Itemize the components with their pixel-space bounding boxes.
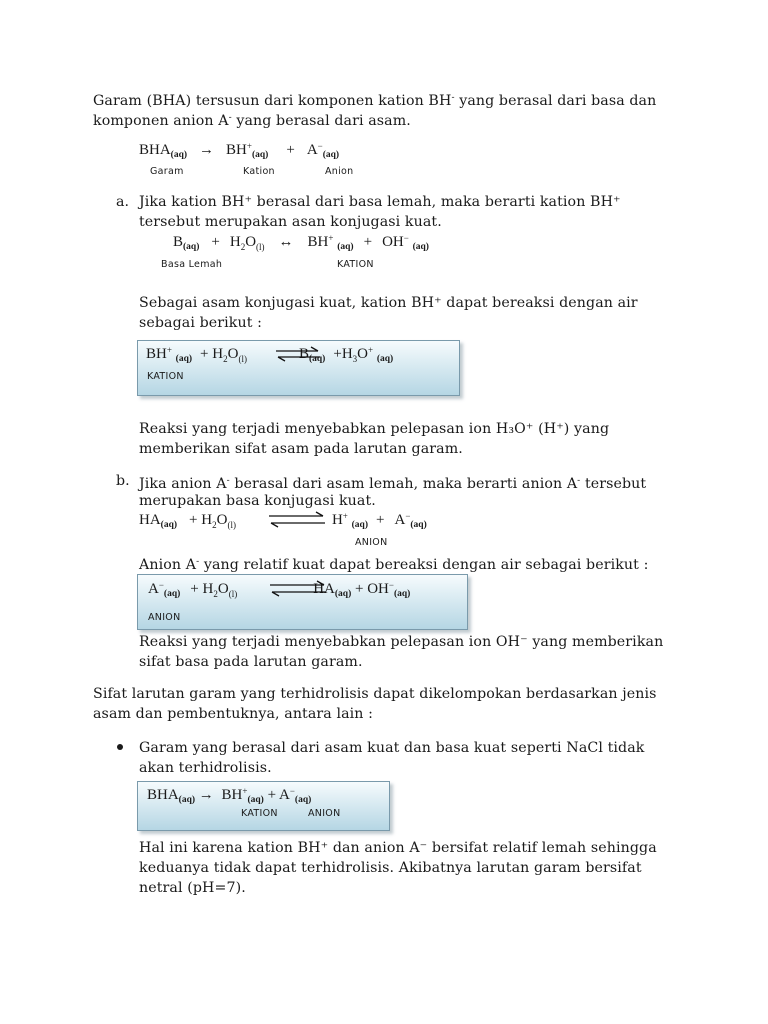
item-a-marker: a. (116, 194, 130, 210)
label-anion-b: ANION (355, 537, 388, 548)
summary-line-2: asam dan pembentuknya, antara lain : (93, 706, 374, 722)
label-garam: Garam (150, 166, 184, 177)
item-b-text-1: Anion A- yang relatif kuat dapat bereaksi dengan air sebagai berikut : (139, 557, 649, 573)
bullet-1-line-2: akan terhidrolisis. (139, 760, 272, 776)
equation-dissociation: $BHA_{(aq)} \to BH^+_{(aq)} + A^-_{(aq)}$ (139, 141, 340, 160)
item-a-text-2: sebagai berikut : (139, 315, 263, 331)
label-kation-a: KATION (337, 259, 374, 270)
item-b-line-2: merupakan basa konjugasi kuat. (139, 493, 376, 509)
item-b-marker: b. (116, 473, 130, 489)
item-a-after-2: memberikan sifat asam pada larutan garam. (139, 441, 463, 457)
item-b-line-1: Jika anion A- berasal dari asam lemah, maka berarti anion A- tersebut (139, 476, 647, 492)
equilibrium-arrow-icon (267, 512, 327, 528)
bullet-1-line-1: Garam yang berasal dari asam kuat dan basa kuat seperti NaCl tidak (139, 740, 645, 756)
reaction-neutral-salt: $BHA_{(aq)} \to BH^+_{(aq)} + A^-_{(aq)}$ (147, 786, 312, 805)
box-label-anion-neutral: ANION (308, 808, 341, 819)
equilibrium-arrow-icon (268, 581, 328, 597)
label-basa-lemah: Basa Lemah (161, 259, 223, 270)
reaction-box-anion (137, 574, 468, 630)
bullet-1-after-2: keduanya tidak dapat terhidrolisis. Akibatnya larutan garam bersifat (139, 860, 642, 876)
bullet-1-after-3: netral (pH=7). (139, 880, 246, 896)
equilibrium-arrow-icon (274, 346, 322, 362)
reaction-kation-hydrolysis: BH+ $_{(aq)} + H_2O_{(l)}$ $B_{(aq)} +H_3O^+$ $_{(aq)}$ (146, 345, 394, 364)
label-kation: Kation (243, 166, 275, 177)
item-b-after-1: Reaksi yang terjadi menyebabkan pelepasan ion OH⁻ yang memberikan (139, 634, 664, 650)
intro-line-2: komponen anion A- yang berasal dari asam. (93, 113, 411, 129)
reaction-box-neutral (137, 781, 390, 831)
box-label-kation: KATION (147, 371, 184, 382)
box-label-kation-neutral: KATION (241, 808, 278, 819)
box-label-anion: ANION (148, 612, 181, 623)
item-a-line-1: Jika kation BH⁺ berasal dari basa lemah, maka berarti kation BH⁺ (139, 194, 621, 210)
label-anion: Anion (325, 166, 354, 177)
equation-item-b: $HA_{(aq)} + H_2O_{(l)}$ H+ $_{(aq)} + A^-_{(aq)}$ (139, 511, 427, 530)
item-a-line-2: tersebut merupakan asan konjugasi kuat. (139, 214, 442, 230)
summary-line-1: Sifat larutan garam yang terhidrolisis dapat dikelompokan berdasarkan jenis (93, 686, 657, 702)
item-a-after-1: Reaksi yang terjadi menyebabkan pelepasan ion H₃O⁺ (H⁺) yang (139, 421, 610, 437)
item-b-after-2: sifat basa pada larutan garam. (139, 654, 363, 670)
equation-item-a: $B_{(aq)} + H_2O_{(l)}$ ↔ BH+ $_{(aq)}$ + OH− $_{(aq)}$ (173, 233, 429, 252)
intro-line-1: Garam (BHA) tersusun dari komponen kation BH- yang berasal dari basa dan (93, 93, 657, 109)
bullet-1-after-1: Hal ini karena kation BH⁺ dan anion A⁻ bersifat relatif lemah sehingga (139, 840, 657, 856)
bullet-icon (117, 744, 123, 750)
item-a-text-1: Sebagai asam konjugasi kuat, kation BH⁺ dapat bereaksi dengan air (139, 295, 638, 311)
reaction-anion-hydrolysis: $A^-_{(aq)} + H_2O_{(l)}$ $HA_{(aq)} + OH^-_{(aq)}$ (148, 580, 411, 599)
reaction-box-kation (137, 340, 460, 396)
